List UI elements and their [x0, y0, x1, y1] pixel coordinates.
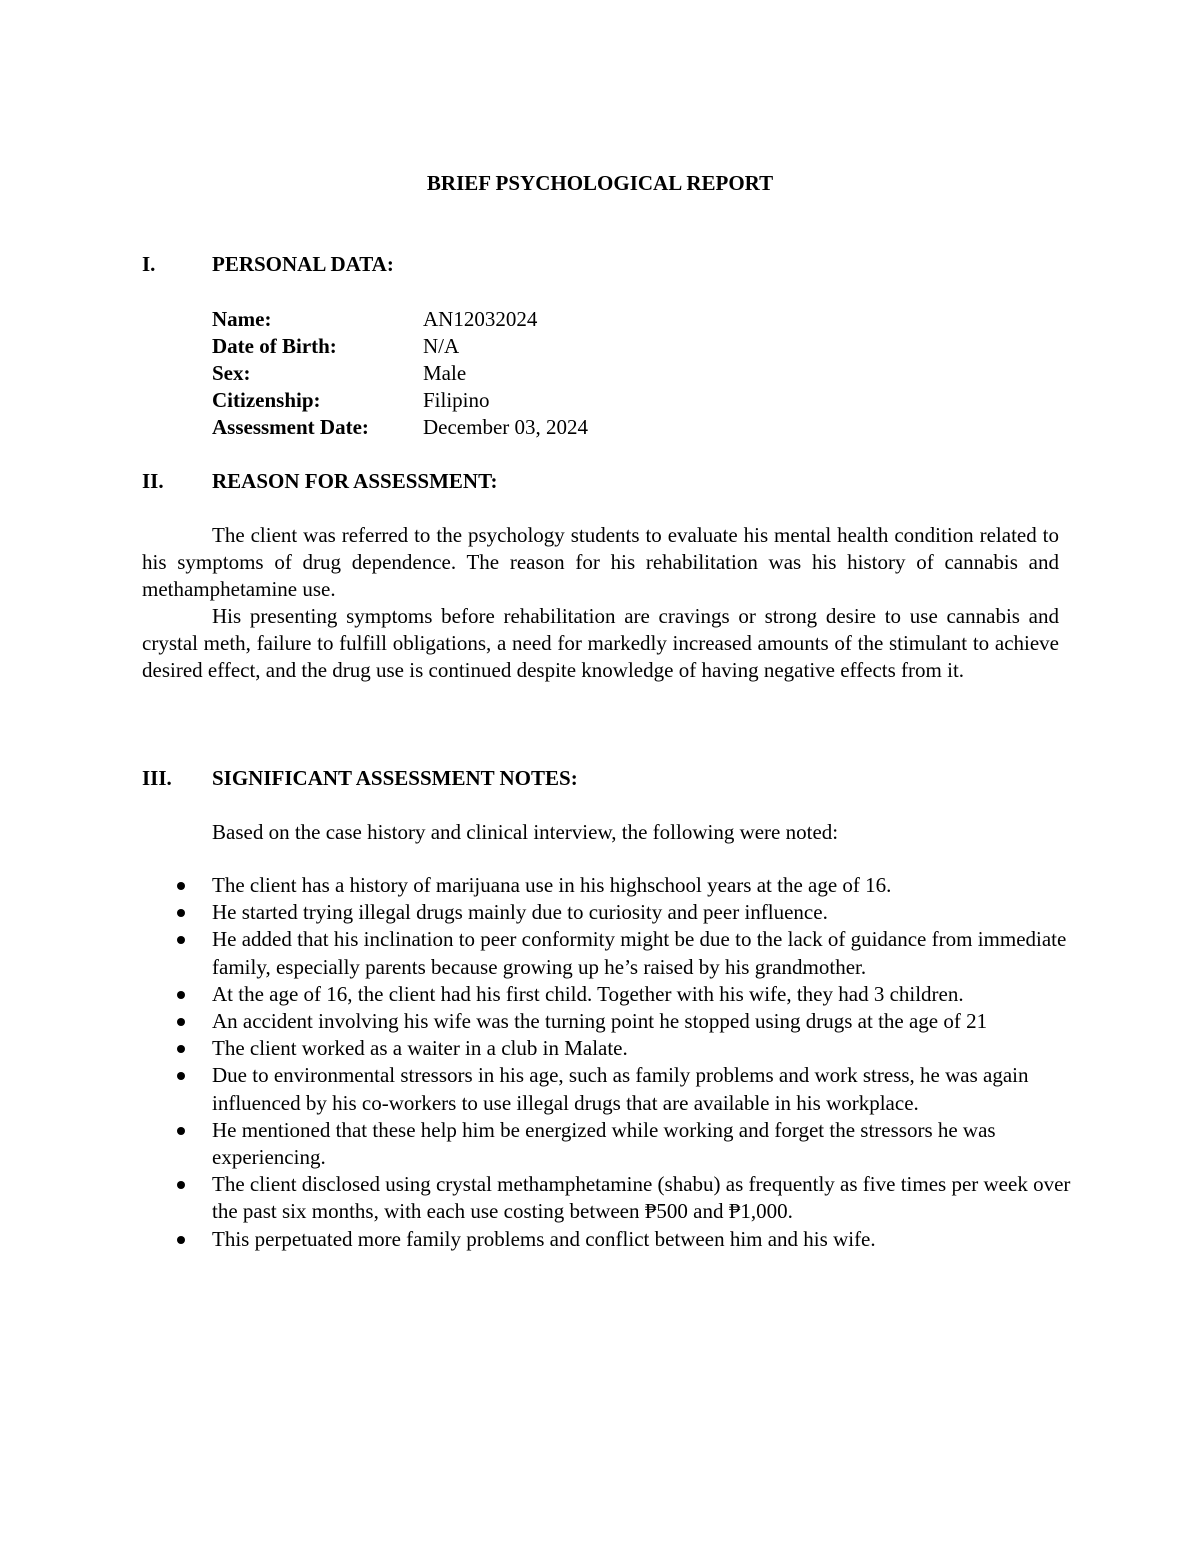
reason-paragraph-2: His presenting symptoms before rehabilitation are cravings or strong desire to use cannabis and crystal meth, failure to fulfill obligations, a need for markedly increased amounts of the stimulant to achieve desired effect, and the drug use is continued despite knowledge of having negative effects from it.: [142, 604, 1059, 683]
list-item: [212, 1008, 1072, 1035]
notes-intro: Based on the case history and clinical interview, the following were noted:: [212, 820, 839, 844]
field-value-name: AN12032024: [423, 307, 538, 331]
list-item-text: The client worked as a waiter in a club in Malate.: [212, 1036, 628, 1061]
list-item: [212, 1171, 1072, 1225]
list-item-text: At the age of 16, the client had his first child. Together with his wife, they had 3 children.: [212, 981, 964, 1006]
bullet-icon: [177, 936, 185, 944]
reason-paragraph-1: The client was referred to the psychology students to evaluate his mental health condition related to his symptoms of drug dependence. The reason for his rehabilitation was his history of cannabis and methamphetamine use.: [142, 523, 1059, 602]
list-item: [212, 1062, 1072, 1116]
field-label-assessment-date: Assessment Date:: [212, 415, 369, 439]
list-item-text: This perpetuated more family problems and conflict between him and his wife.: [212, 1226, 876, 1251]
section-number: I.: [142, 252, 156, 276]
list-item-text: The client has a history of marijuana use in his highschool years at the age of 16.: [212, 873, 892, 897]
bullet-icon: [177, 1236, 185, 1244]
notes-bullet-list: [212, 872, 1072, 1253]
list-item-text: He mentioned that these help him be energized while working and forget the stressors he was experiencing.: [212, 1117, 996, 1170]
list-item: [212, 1226, 1072, 1253]
section-title: REASON FOR ASSESSMENT:: [212, 469, 498, 493]
list-item: [212, 1117, 1072, 1171]
bullet-icon: [177, 1018, 185, 1026]
section-number: II.: [142, 469, 164, 493]
field-value-citizenship: Filipino: [423, 388, 490, 412]
field-value-dob: N/A: [423, 334, 460, 358]
list-item: [212, 981, 1072, 1008]
bullet-icon: [177, 1045, 185, 1053]
field-label-sex: Sex:: [212, 361, 251, 385]
list-item: [212, 899, 1072, 926]
field-value-assessment-date: December 03, 2024: [423, 415, 589, 439]
personal-data-row: [212, 360, 588, 387]
bullet-icon: [177, 882, 185, 890]
section-number: III.: [142, 766, 172, 790]
list-item-text: An accident involving his wife was the turning point he stopped using drugs at the age of 21: [212, 1009, 988, 1034]
bullet-icon: [177, 1127, 185, 1135]
bullet-icon: [177, 991, 185, 999]
list-item-text: He added that his inclination to peer conformity might be due to the lack of guidance from immediate family, especially parents because growing up he’s raised by his grandmother.: [212, 927, 1067, 979]
personal-data-row: [212, 333, 588, 360]
field-label-dob: Date of Birth:: [212, 334, 337, 358]
section-title: PERSONAL DATA:: [212, 252, 394, 276]
field-value-sex: Male: [423, 361, 467, 385]
section-reason-heading: [142, 468, 498, 494]
bullet-icon: [177, 1072, 185, 1080]
bullet-icon: [177, 1181, 185, 1189]
report-title: BRIEF PSYCHOLOGICAL REPORT: [426, 171, 774, 195]
personal-data-table: [212, 306, 588, 441]
personal-data-row: [212, 414, 588, 441]
personal-data-row: [212, 306, 588, 333]
section-notes-heading: [142, 765, 578, 791]
field-label-citizenship: Citizenship:: [212, 388, 321, 412]
field-label-name: Name:: [212, 307, 272, 331]
section-title: SIGNIFICANT ASSESSMENT NOTES:: [212, 766, 578, 790]
list-item: [212, 872, 1072, 899]
list-item-text: Due to environmental stressors in his age, such as family problems and work stress, he was again influenced by his co-workers to use illegal drugs that are available in his workplace.: [212, 1063, 1029, 1115]
list-item-text: He started trying illegal drugs mainly due to curiosity and peer influence.: [212, 900, 828, 925]
section-personal-heading: [142, 251, 394, 277]
personal-data-row: [212, 387, 588, 414]
list-item: [212, 926, 1072, 980]
list-item: [212, 1035, 1072, 1062]
bullet-icon: [177, 909, 185, 917]
list-item-text: The client disclosed using crystal methamphetamine (shabu) as frequently as five times per week over the past six months, with each use costing between ₱500 and ₱1,000.: [212, 1172, 1071, 1224]
